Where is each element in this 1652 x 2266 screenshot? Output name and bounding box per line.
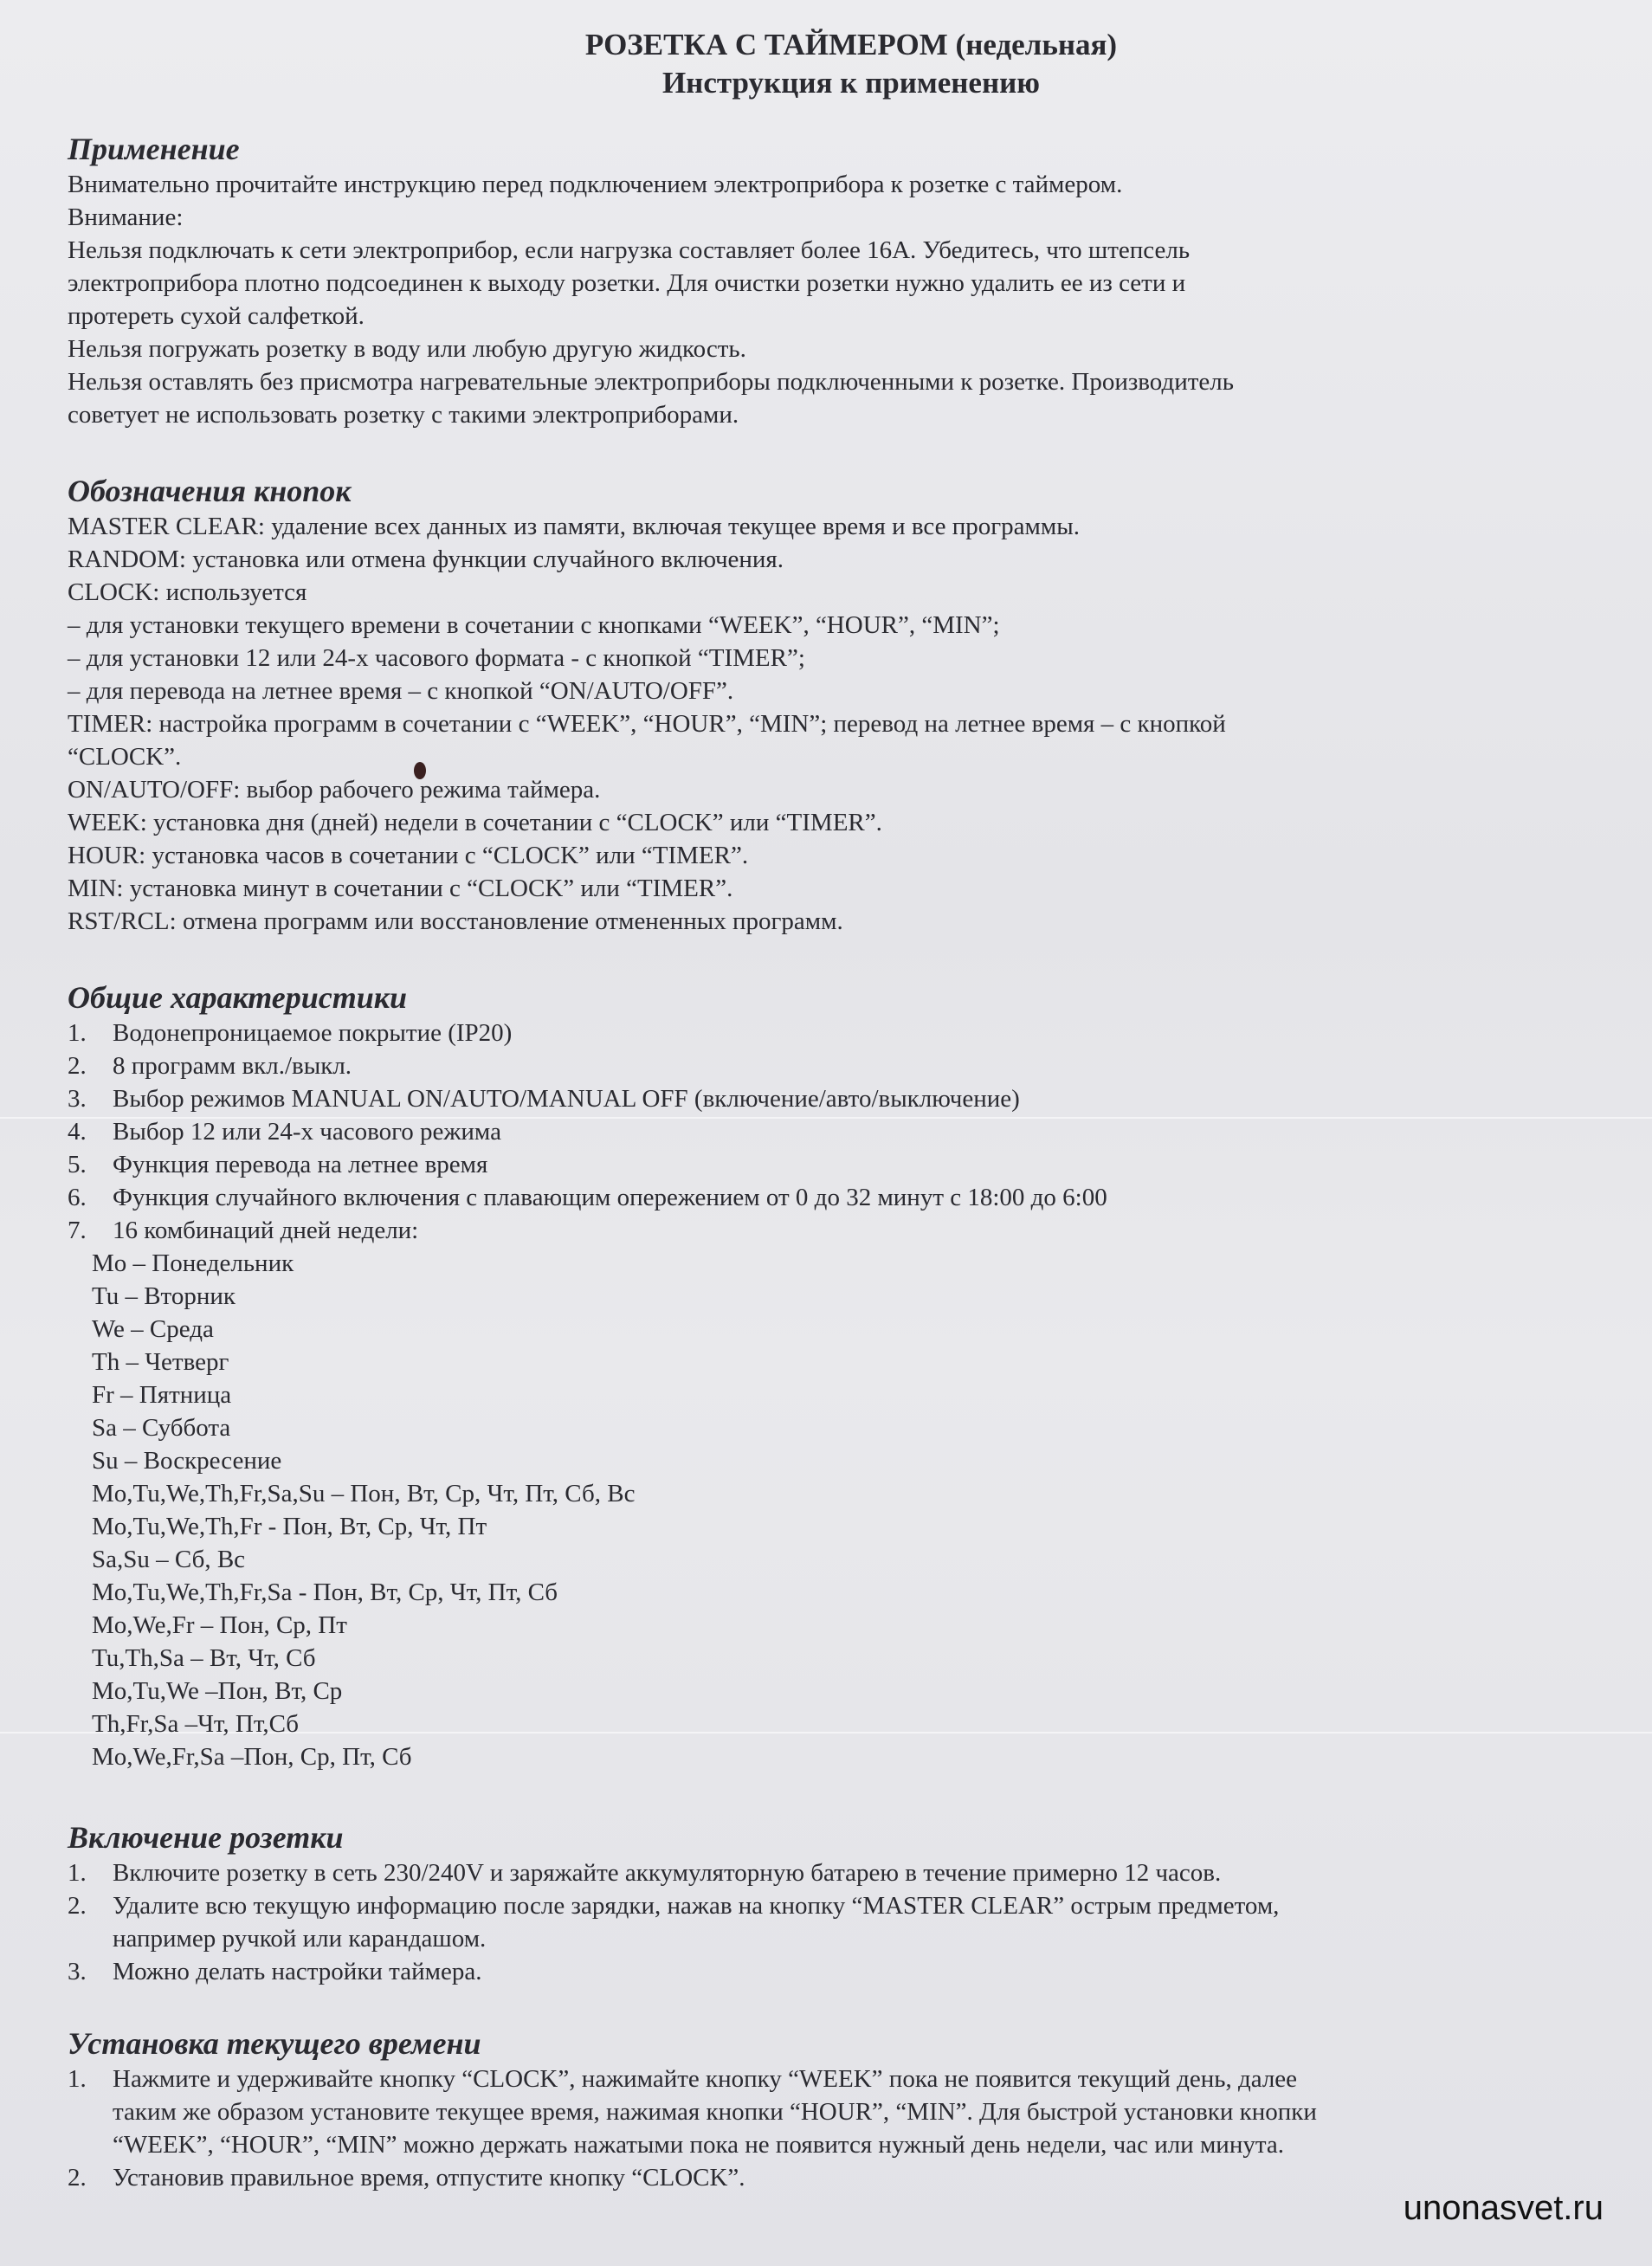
text-line: электроприбора плотно подсоединен к выходу розетки. Для очистки розетки нужно удалить ее из сети и (68, 269, 1186, 297)
text-line: Нельзя подключать к сети электроприбор, если нагрузка составляет более 16А. Убедитесь, что штепсель (68, 236, 1191, 264)
features-list (68, 1017, 1609, 1247)
text-line: “CLOCK”. (68, 743, 182, 771)
text-line: RST/RCL: отмена программ или восстановление отмененных программ. (68, 907, 843, 935)
item-number: 6. (68, 1184, 87, 1211)
features-section (68, 978, 1609, 1773)
list-item (68, 1082, 1609, 1115)
step-line (68, 1955, 1609, 1988)
step-line (68, 2063, 1609, 2095)
item-number: 7. (68, 1217, 87, 1244)
doc-title: РОЗЕТКА С ТАЙМЕРОМ (недельная) (584, 28, 1118, 61)
step-line (68, 2128, 1609, 2161)
item-number: 4. (68, 1118, 87, 1146)
day-combination: Mo – Понедельник (92, 1249, 294, 1277)
day-combination: Th – Четверг (92, 1348, 229, 1376)
item-text: 16 комбинаций дней недели: (113, 1217, 419, 1244)
day-combination: Fr – Пятница (92, 1381, 232, 1409)
step-line (68, 1889, 1609, 1922)
day-combination: Mo,We,Fr,Sa –Пон, Ср, Пт, Сб (92, 1743, 412, 1771)
list-item (68, 1214, 1609, 1247)
step-line (68, 1922, 1609, 1955)
item-number: 2. (68, 1052, 87, 1080)
text-line: MIN: установка минут в сочетании с “CLOCK” или “TIMER”. (68, 875, 733, 902)
day-combination: Mo,Tu,We,Th,Fr,Sa,Su – Пон, Вт, Ср, Чт, Пт, Сб, Вс (92, 1480, 636, 1507)
item-text: Функция случайного включения с плавающим опережением от 0 до 32 минут с 18:00 до 6:00 (113, 1184, 1107, 1211)
text-line: Нельзя погружать розетку в воду или любую другую жидкость. (68, 335, 746, 363)
item-text: 8 программ вкл./выкл. (113, 1052, 352, 1080)
day-combination: Tu – Вторник (92, 1282, 236, 1310)
item-number: 2. (68, 2164, 87, 2192)
section-heading: Обозначения кнопок (68, 474, 352, 508)
item-text: Выбор 12 или 24-х часового режима (113, 1118, 501, 1146)
day-combination: Mo,We,Fr – Пон, Ср, Пт (92, 1611, 347, 1639)
item-number: 2. (68, 1892, 87, 1920)
item-number: 5. (68, 1151, 87, 1178)
item-number: 1. (68, 1859, 87, 1887)
day-combination: Mo,Tu,We,Th,Fr,Sa - Пон, Вт, Ср, Чт, Пт, Сб (92, 1578, 558, 1606)
item-number: 3. (68, 1085, 87, 1113)
list-item (68, 1148, 1609, 1181)
list-item (68, 1115, 1609, 1148)
text-line: советует не использовать розетку с такими электроприборами. (68, 401, 739, 429)
item-text: Удалите всю текущую информацию после зарядки, нажав на кнопку “MASTER CLEAR” острым предметом, (113, 1892, 1280, 1920)
list-item (68, 1017, 1609, 1049)
text-line: протереть сухой салфеткой. (68, 302, 365, 330)
day-combination: Su – Воскресение (92, 1447, 282, 1475)
item-text: “WEEK”, “HOUR”, “MIN” можно держать нажатыми пока не появится нужный день недели, час или минута. (113, 2131, 1284, 2159)
section-heading: Общие характеристики (68, 980, 408, 1015)
item-text: Водонепроницаемое покрытие (IP20) (113, 1019, 513, 1047)
day-combination: Sa – Суббота (92, 1414, 231, 1442)
day-combination: Mo,Tu,We,Th,Fr - Пон, Вт, Ср, Чт, Пт (92, 1513, 487, 1540)
text-line: Внимательно прочитайте инструкцию перед подключением электроприбора к розетке с таймером. (68, 171, 1123, 198)
section-heading: Включение розетки (68, 1820, 344, 1855)
text-line: Нельзя оставлять без присмотра нагревательные электроприборы подключенными к розетке. Производитель (68, 368, 1234, 396)
set-time-section (68, 2024, 1609, 2194)
text-line: TIMER: настройка программ в сочетании с “WEEK”, “HOUR”, “MIN”; перевод на летнее время – с кнопкой (68, 710, 1226, 738)
list-item (68, 1181, 1609, 1214)
text-line: – для установки текущего времени в сочетании с кнопками “WEEK”, “HOUR”, “MIN”; (68, 611, 1000, 639)
step-line (68, 2095, 1609, 2128)
item-number: 1. (68, 2065, 87, 2093)
section-heading: Применение (68, 132, 240, 166)
item-text: Нажмите и удерживайте кнопку “CLOCK”, нажимайте кнопку “WEEK” пока не появится текущий день, далее (113, 2065, 1298, 2093)
text-line: RANDOM: установка или отмена функции случайного включения. (68, 546, 784, 573)
day-combination: Tu,Th,Sa – Вт, Чт, Сб (92, 1644, 316, 1672)
buttons-body (68, 510, 1609, 938)
usage-section (68, 130, 1609, 431)
text-line: – для установки 12 или 24-х часового формата - с кнопкой “TIMER”; (68, 644, 805, 672)
text-line: Внимание: (68, 203, 184, 231)
item-number: 3. (68, 1958, 87, 1985)
text-line: – для перевода на летнее время – с кнопкой “ON/AUTO/OFF”. (68, 677, 734, 705)
day-combination: Sa,Su – Сб, Вс (92, 1546, 246, 1573)
text-line: CLOCK: используется (68, 578, 307, 606)
text-line: MASTER CLEAR: удаление всех данных из памяти, включая текущее время и все программы. (68, 513, 1080, 540)
day-combination: Mo,Tu,We –Пон, Вт, Ср (92, 1677, 343, 1705)
item-text: Можно делать настройки таймера. (113, 1958, 482, 1985)
item-text: таким же образом установите текущее время, нажимая кнопки “HOUR”, “MIN”. Для быстрой установки кнопки (113, 2098, 1317, 2126)
item-text: Установив правильное время, отпустите кнопку “CLOCK”. (113, 2164, 745, 2192)
day-combination: We – Среда (92, 1315, 214, 1343)
usage-body (68, 168, 1609, 431)
power-on-steps (68, 1856, 1609, 1988)
set-time-steps (68, 2063, 1609, 2194)
item-text: Включите розетку в сеть 230/240V и заряжайте аккумуляторную батарею в течение примерно 12 часов. (113, 1859, 1222, 1887)
buttons-section (68, 472, 1609, 938)
text-line: HOUR: установка часов в сочетании с “CLOCK” или “TIMER”. (68, 842, 749, 869)
item-text: Выбор режимов MANUAL ON/AUTO/MANUAL OFF (включение/авто/выключение) (113, 1085, 1020, 1113)
site-watermark: unonasvet.ru (1403, 2189, 1604, 2227)
item-text: например ручкой или карандашом. (113, 1925, 487, 1953)
power-on-section (68, 1818, 1609, 1988)
step-line (68, 2161, 1609, 2194)
day-combination: Th,Fr,Sa –Чт, Пт,Сб (92, 1710, 300, 1738)
day-combinations-list (68, 1247, 1609, 1773)
step-line (68, 1856, 1609, 1889)
list-item (68, 1049, 1609, 1082)
section-heading: Установка текущего времени (68, 2026, 481, 2061)
text-line: WEEK: установка дня (дней) недели в сочетании с “CLOCK” или “TIMER”. (68, 809, 882, 836)
text-line: ON/AUTO/OFF: выбор рабочего режима таймера. (68, 776, 601, 804)
doc-subtitle: Инструкция к применению (661, 66, 1041, 100)
item-text: Функция перевода на летнее время (113, 1151, 488, 1178)
item-number: 1. (68, 1019, 87, 1047)
